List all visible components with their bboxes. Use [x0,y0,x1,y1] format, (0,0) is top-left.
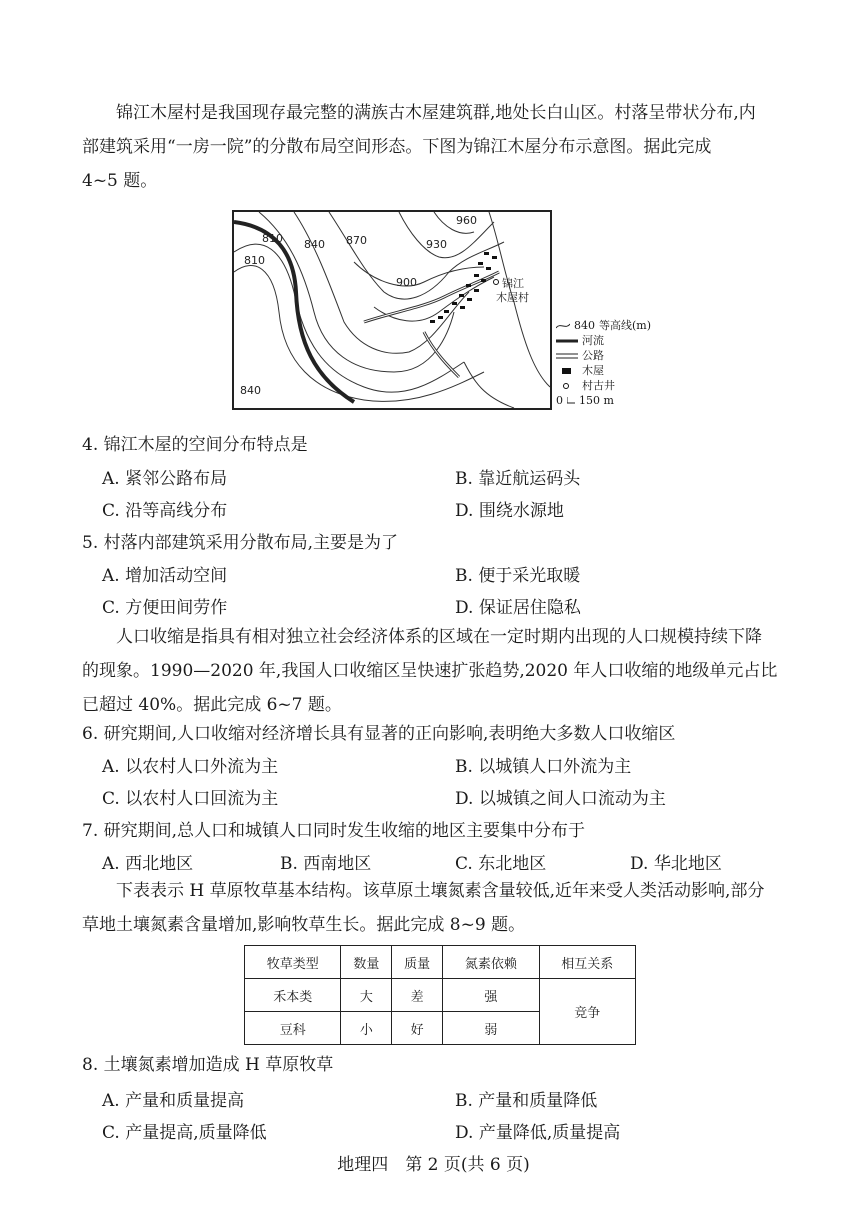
table-header: 质量 [392,946,443,979]
table-cell: 好 [392,1012,443,1045]
river-legend-icon [556,337,578,345]
q7-option-c[interactable]: C. 东北地区 [455,854,547,874]
table-row [245,979,636,1012]
table-cell: 小 [341,1012,392,1045]
q4-option-a[interactable]: A. 紧邻公路布局 [102,469,228,489]
map-legend [556,318,651,408]
q4-stem: 4. 锦江木屋的空间分布特点是 [82,435,308,455]
intro-1-line-3: 4~5 题。 [82,171,158,191]
intro-3-line-2: 草地土壤氮素含量增加,影响牧草生长。据此完成 8~9 题。 [82,915,526,935]
q5-option-a[interactable]: A. 增加活动空间 [102,566,228,586]
well-legend-icon [556,382,578,390]
legend-contour: 840 等高线(m) [556,318,651,333]
q7-option-d[interactable]: D. 华北地区 [630,854,722,874]
table-cell: 大 [341,979,392,1012]
contour-label: 840 [240,384,261,397]
contour-map [232,210,552,410]
table-header: 氮素依赖 [443,946,539,979]
road-legend-icon [556,352,578,360]
forage-structure-table [244,945,636,1045]
q7-option-a[interactable]: A. 西北地区 [102,854,194,874]
village-label: 木屋村 [496,291,529,304]
contour-label: 960 [456,214,477,227]
contour-label: 900 [396,276,417,289]
river-line [234,222,354,402]
intro-2-line-3: 已超过 40%。据此完成 6~7 题。 [82,695,342,715]
scale-bar-icon [567,397,575,405]
q6-option-a[interactable]: A. 以农村人口外流为主 [102,757,279,777]
table-cell: 弱 [443,1012,539,1045]
q7-option-b[interactable]: B. 西南地区 [280,854,372,874]
q5-option-b[interactable]: B. 便于采光取暖 [455,566,581,586]
contour-label: 870 [346,234,367,247]
q5-option-d[interactable]: D. 保证居住隐私 [455,598,581,618]
q8-stem: 8. 土壤氮素增加造成 H 草原牧草 [82,1055,334,1075]
q6-stem: 6. 研究期间,人口收缩对经济增长具有显著的正向影响,表明绝大多数人口收缩区 [82,724,676,744]
contour-label: 930 [426,238,447,251]
table-header: 牧草类型 [245,946,341,979]
village-label: 锦江 [502,277,524,290]
intro-paragraph-2 [82,620,807,722]
q8-option-d[interactable]: D. 产量降低,质量提高 [455,1123,621,1143]
q8-option-a[interactable]: A. 产量和质量提高 [102,1091,245,1111]
table-cell: 禾本类 [245,979,341,1012]
intro-3-line-1: 下表表示 H 草原牧草基本结构。该草原土壤氮素含量较低,近年来受人类活动影响,部分 [116,881,765,901]
legend-well: 村古井 [556,378,651,393]
old-well-marker [494,280,499,285]
intro-paragraph-3 [82,874,807,942]
page-footer: 地理四 第 2 页(共 6 页) [337,1155,530,1175]
q8-option-c[interactable]: C. 产量提高,质量降低 [102,1123,267,1143]
table-header: 相互关系 [539,946,635,979]
q4-option-d[interactable]: D. 围绕水源地 [455,501,564,521]
table-cell: 豆科 [245,1012,341,1045]
q5-option-c[interactable]: C. 方便田间劳作 [102,598,228,618]
q7-stem: 7. 研究期间,总人口和城镇人口同时发生收缩的地区主要集中分布于 [82,821,586,841]
table-cell: 强 [443,979,539,1012]
q4-option-c[interactable]: C. 沿等高线分布 [102,501,228,521]
contour-label: 810 [244,254,265,267]
map-svg [234,212,550,408]
contour-legend-icon [556,322,570,330]
legend-house: 木屋 [556,363,651,378]
legend-road: 公路 [556,348,651,363]
legend-river: 河流 [556,333,651,348]
intro-2-line-2: 的现象。1990—2020 年,我国人口收缩区呈快速扩张趋势,2020 年人口收缩的地级单元占比 [82,661,778,681]
contour-label: 840 [304,238,325,251]
table-header: 数量 [341,946,392,979]
house-legend-icon [556,367,578,375]
legend-scale: 0 150 m [556,394,614,407]
intro-2-line-1: 人口收缩是指具有相对独立社会经济体系的区域在一定时期内出现的人口规模持续下降 [116,627,762,647]
intro-paragraph-1 [82,96,807,198]
table-header-row [245,946,636,979]
q6-option-b[interactable]: B. 以城镇人口外流为主 [455,757,632,777]
contour-label: 810 [262,232,283,245]
intro-1-line-2: 部建筑采用“一房一院”的分散布局空间形态。下图为锦江木屋分布示意图。据此完成 [82,137,712,157]
q5-stem: 5. 村落内部建筑采用分散布局,主要是为了 [82,533,399,553]
q8-option-b[interactable]: B. 产量和质量降低 [455,1091,598,1111]
q6-option-d[interactable]: D. 以城镇之间人口流动为主 [455,789,666,809]
intro-1-line-1: 锦江木屋村是我国现存最完整的满族古木屋建筑群,地处长白山区。村落呈带状分布,内 [116,103,756,123]
table-cell-relation: 竞争 [539,979,635,1045]
q6-option-c[interactable]: C. 以农村人口回流为主 [102,789,279,809]
table-cell: 差 [392,979,443,1012]
q4-option-b[interactable]: B. 靠近航运码头 [455,469,581,489]
